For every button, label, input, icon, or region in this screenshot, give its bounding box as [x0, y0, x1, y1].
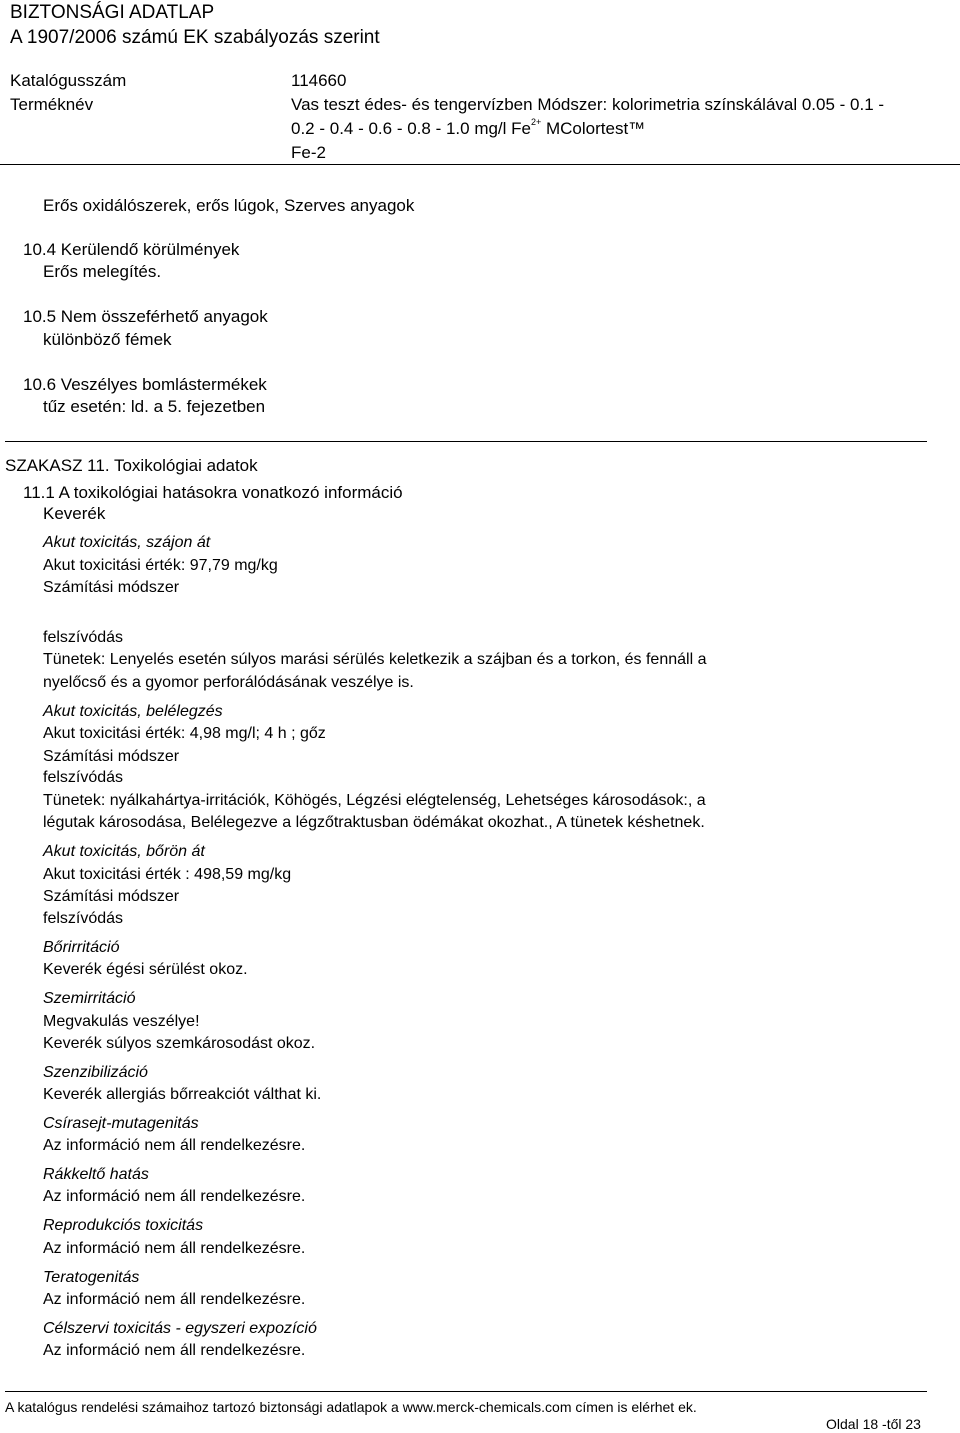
- oral-symptoms-line1: Tünetek: Lenyelés esetén súlyos marási sérülés keletkezik a szájban és a torkon, és fennáll a: [43, 651, 707, 668]
- inhalation-symptoms-line1: Tünetek: nyálkahártya-irritációk, Köhögés, Légzési elégtelenség, Lehetséges károsodások:, a: [43, 792, 706, 809]
- inhalation-title: Akut toxicitás, belélegzés: [43, 703, 223, 720]
- section11-heading: SZAKASZ 11. Toxikológiai adatok: [5, 456, 258, 475]
- footer-note: A katalógus rendelési számaihoz tartozó biztonsági adatlapok a www.merck-chemicals.com címen is elérhet ek.: [5, 1399, 697, 1415]
- oral-method: Számítási módszer: [43, 579, 180, 596]
- inhalation-absorption: felszívódás: [43, 769, 124, 786]
- s106-text: tűz esetén: ld. a 5. fejezetben: [43, 397, 266, 416]
- mixture-label: Keverék: [43, 504, 106, 523]
- teratogenicity-title: Teratogenitás: [43, 1269, 140, 1286]
- product-name-line2: 0.2 - 0.4 - 0.6 - 0.8 - 1.0 mg/l $Fe^{2+}$ MColortest™: [291, 117, 646, 138]
- sensitization-title: Szenzibilizáció: [43, 1064, 148, 1081]
- dermal-absorption: felszívódás: [43, 910, 124, 927]
- eye-irritation-text2: Keverék súlyos szemkárosodást okoz.: [43, 1035, 316, 1052]
- sensitization-text: Keverék allergiás bőrreakciót válthat ki.: [43, 1086, 322, 1103]
- s105-heading: 10.5 Nem összeférhető anyagok: [23, 307, 268, 326]
- eye-irritation-title: Szemirritáció: [43, 990, 136, 1007]
- s104-text: Erős melegítés.: [43, 262, 162, 281]
- dermal-title: Akut toxicitás, bőrön át: [43, 843, 205, 860]
- stot-single-title: Célszervi toxicitás - egyszeri expozíció: [43, 1320, 317, 1337]
- catalog-value: 114660: [291, 71, 347, 90]
- oral-absorption: felszívódás: [43, 629, 124, 646]
- reproductive-title: Reprodukciós toxicitás: [43, 1217, 204, 1234]
- page-number: Oldal 18 -től 23: [826, 1416, 921, 1432]
- carcinogenicity-title: Rákkeltő hatás: [43, 1166, 149, 1183]
- product-label: Terméknév: [10, 95, 94, 114]
- footer-rule: [5, 1391, 927, 1392]
- inhalation-symptoms-line2: légutak károsodása, Belélegezve a légzőtraktusban ödémákat okozhat., A tünetek késhetnek.: [43, 814, 705, 831]
- skin-irritation-text: Keverék égési sérülést okoz.: [43, 961, 248, 978]
- regulation-title: A 1907/2006 számú EK szabályozás szerint: [10, 27, 380, 48]
- skin-irritation-title: Bőrirritáció: [43, 939, 120, 956]
- s106-heading: 10.6 Veszélyes bomlástermékek: [23, 375, 267, 394]
- eye-irritation-text1: Megvakulás veszélye!: [43, 1013, 200, 1030]
- oral-value: Akut toxicitási érték: 97,79 mg/kg: [43, 557, 278, 574]
- catalog-label: Katalógusszám: [10, 71, 127, 90]
- header-divider: [0, 164, 960, 165]
- mutagenicity-text: Az információ nem áll rendelkezésre.: [43, 1137, 306, 1154]
- incompatible-cont: Erős oxidálószerek, erős lúgok, Szerves anyagok: [43, 196, 415, 215]
- dermal-value: Akut toxicitási érték : 498,59 mg/kg: [43, 866, 292, 883]
- dermal-method: Számítási módszer: [43, 888, 180, 905]
- section11-rule: [5, 441, 927, 442]
- document-title: BIZTONSÁGI ADATLAP: [10, 2, 215, 23]
- oral-title: Akut toxicitás, szájon át: [43, 534, 211, 551]
- teratogenicity-text: Az információ nem áll rendelkezésre.: [43, 1291, 306, 1308]
- s111-heading: 11.1 A toxikológiai hatásokra vonatkozó információ: [23, 483, 403, 502]
- s104-heading: 10.4 Kerülendő körülmények: [23, 240, 240, 259]
- oral-symptoms-line2: nyelőcső és a gyomor perforálódásának veszélye is.: [43, 674, 414, 691]
- product-name-line3: Fe-2: [291, 143, 326, 162]
- reproductive-text: Az információ nem áll rendelkezésre.: [43, 1240, 306, 1257]
- s105-text: különböző fémek: [43, 330, 172, 349]
- product-name-line1: Vas teszt édes- és tengervízben Módszer: kolorimetria színskálával 0.05 - 0.1 -: [291, 95, 885, 114]
- stot-single-text: Az információ nem áll rendelkezésre.: [43, 1342, 306, 1359]
- inhalation-value: Akut toxicitási érték: 4,98 mg/l; 4 h ; gőz: [43, 725, 326, 742]
- carcinogenicity-text: Az információ nem áll rendelkezésre.: [43, 1188, 306, 1205]
- mutagenicity-title: Csírasejt-mutagenitás: [43, 1115, 199, 1132]
- inhalation-method: Számítási módszer: [43, 748, 180, 765]
